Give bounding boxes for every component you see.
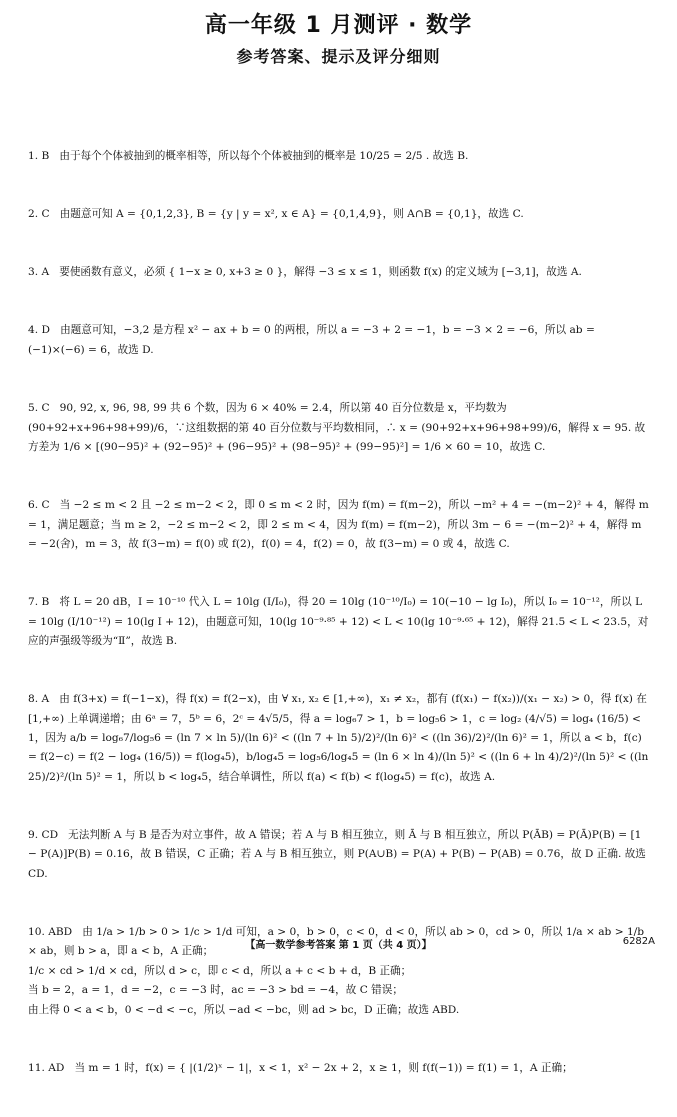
answer-item-6: 6. C 当 −2 ≤ m < 2 且 −2 ≤ m−2 < 2，即 0 ≤ m < 2 时，因为 f(m) = f(m−2)，所以 −m² + 4 = −(m−2)² + 4，解得 m = 1，满足题意；当 m ≥ 2，−2 ≤ m−2 < 2，即 2 ≤ m < 4，因为 f(m) = f(m−2)，所以 3m − 6 = −(m−2)² + 4，解得 m = −2(舍)，m = 3，故 f(3−m) = f(0) 或 f(2)，f(0) = 4，f(2) = 0，故 f(3−m) = 0 或 4，故选 C.: [28, 499, 653, 550]
document-code: 6282A: [622, 936, 655, 947]
answer-item-9: 9. CD 无法判断 A 与 B 是否为对立事件，故 A 错误；若 A 与 B 相互独立，则 Ā 与 B 相互独立，所以 P(ĀB) = P(Ā)P(B) = [1 − P(A)]P(B) = 0.16，故 B 错误，C 正确；若 A 与 B 相互独立，则 P(A∪B) = P(A) + P(B) − P(AB) = 0.76，故 D 正确. 故选 CD.: [28, 829, 650, 880]
answer-item-2: 2. C 由题意可知 A = {0,1,2,3}, B = {y | y = x², x ∈ A} = {0,1,4,9}，则 A∩B = {0,1}，故选 C.: [28, 208, 524, 221]
page-subtitle: 参考答案、提示及评分细则: [236, 47, 441, 66]
answer-item-1: 1. B 由于每个个体被抽到的概率相等，所以每个个体被抽到的概率是 10/25 = 2/5 . 故选 B.: [28, 149, 469, 162]
page-footer: 【高一数学参考答案 第 1 页（共 4 页）】: [245, 940, 432, 951]
answer-item-8: 8. A 由 f(3+x) = f(−1−x)，得 f(x) = f(2−x)，由 ∀ x₁, x₂ ∈ [1,+∞)，x₁ ≠ x₂，都有 (f(x₁) − f(x₂))/(x₁ − x₂) > 0，得 f(x) 在 [1,+∞) 上单调递增；由 6ᵃ = 7，5ᵇ = 6，2ᶜ = 4√5/5，得 a = log₆7 > 1，b = log₅6 > 1，c = log₂ (4/√5) = log₄ (16/5) < 1，因为 a/b = log₆7/log₅6 = (ln 7 × ln 5)/(ln 6)² < ((ln 7 + ln 5)/2)²/(ln 6)² < ((ln 36)/2)²/(ln 6)² = 1，所以 a < b，f(c) = f(2−c) = f(2 − log₄ (16/5)) = f(log₄5)，b/log₄5 = log₅6/log₄5 = (ln 6 × ln 4)/(ln 5)² < ((ln 6 + ln 4)/2)²/(ln 5)² < ((ln 25)/2)²/(ln 5)² = 1，所以 b < log₄5，结合单调性，所以 f(a) < f(b) < f(log₄5) = f(c)，故选 A.: [28, 693, 652, 783]
answer-item-4: 4. D 由题意可知，−3,2 是方程 x² − ax + b = 0 的两根，所以 a = −3 + 2 = −1，b = −3 × 2 = −6，所以 ab = (−1)×(−6) = 6，故选 D.: [28, 324, 599, 356]
answer-item-7: 7. B 将 L = 20 dB，I = 10⁻¹⁰ 代入 L = 10lg (I/I₀)，得 20 = 10lg (10⁻¹⁰/I₀) = 10(−10 − lg I₀)，所以 I₀ = 10⁻¹²，所以 L = 10lg (I/10⁻¹²) = 10(lg I + 12)，由题意可知，10(lg 10⁻⁹·⁸⁵ + 12) < L < 10(lg 10⁻⁹·⁶⁵ + 12)，解得 21.5 < L < 23.5，对应的声强级等级为“Ⅱ”，故选 B.: [28, 596, 649, 647]
answer-item-10: 10. ABD 由 1/a > 1/b > 0 > 1/c > 1/d 可知，a > 0，b > 0，c < 0，d < 0，所以 ab > 0，cd > 0，所以 1/a × ab > 1/b × ab，则 b > a，即 a < b，A 正确； 1/c × cd > 1/d × cd，所以 d > c，即 c < d，所以 a + c < b + d，B 正确； 当 b = 2，a = 1，d = −2，c = −3 时，ac = −3 > bd = −4，故 C 错误； 由上得 0 < a < b，0 < −d < −c，所以 −ad < −bc，则 ad > bc，D 正确；故选 ABD.: [28, 926, 645, 1016]
page-title: 高一年级 1 月测评 · 数学: [204, 13, 473, 38]
answer-item-3: 3. A 要使函数有意义，必须 { 1−x ≥ 0, x+3 ≥ 0 }，解得 −3 ≤ x ≤ 1，则函数 f(x) 的定义域为 [−3,1]，故选 A.: [28, 266, 582, 279]
answer-list: [28, 108, 653, 1117]
answer-item-11: 11. AD 当 m = 1 时，f(x) = { |(1/2)ˣ − 1|，x < 1，x² − 2x + 2，x ≥ 1，则 f(f(−1)) = f(1) = 1，A 正确；: [28, 1061, 573, 1074]
answer-item-5: 5. C 90, 92, x, 96, 98, 99 共 6 个数，因为 6 × 40% = 2.4，所以第 40 百分位数是 x，平均数为 (90+92+x+96+98+99)/6，∵这组数据的第 40 百分位数与平均数相同，∴ x = (90+92+x+96+98+99)/6，解得 x = 95. 故方差为 1/6 × [(90−95)² + (92−95)² + (96−95)² + (98−95)² + (99−95)²] = 1/6 × 60 = 10，故选 C.: [28, 402, 646, 453]
